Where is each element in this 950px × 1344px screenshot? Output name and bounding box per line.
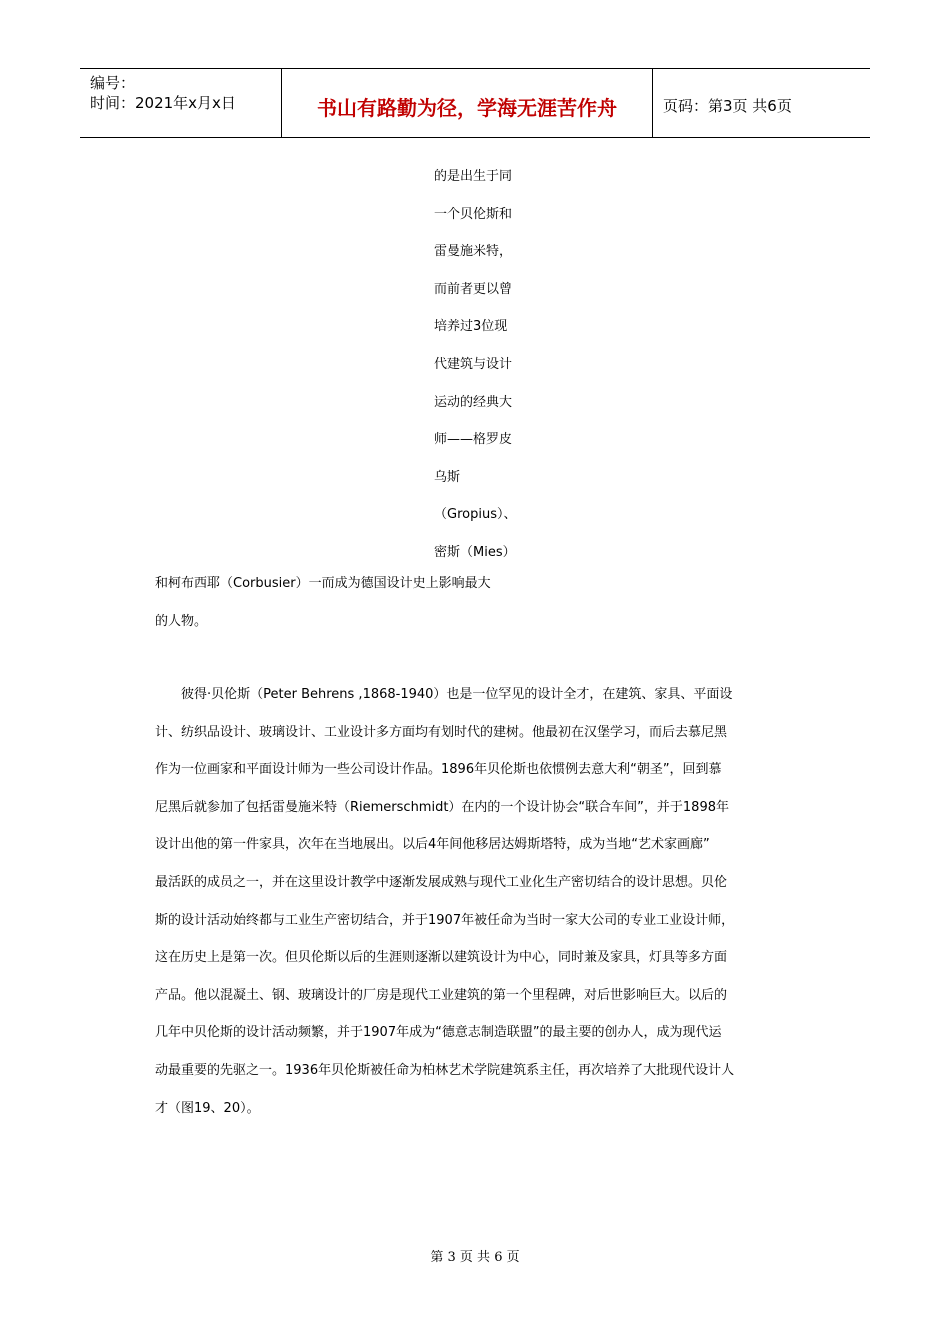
page-footer: 第 3 页 共 6 页 (430, 1250, 520, 1265)
paragraph-line: 斯的设计活动始终都与工业生产密切结合，并于1907年被任命为当时一家大公司的专业工业设计师， (155, 912, 735, 928)
paragraph-line: 最活跃的成员之一，并在这里设计教学中逐渐发展成熟与现代工业化生产密切结合的设计思想。贝伦 (155, 874, 728, 890)
header-page-number: 页码：第3页 共6页 (663, 96, 792, 115)
document-number-label: 编号： (90, 74, 136, 92)
narrow-text-column (434, 158, 534, 572)
header-motto: 书山有路勤为径，学海无涯苦作舟 (281, 69, 653, 137)
paragraph-line: 尼黑后就参加了包括雷曼施米特（Riemerschmidt）在内的一个设计协会“联合车间”，并于1898年 (155, 799, 729, 815)
paragraph-line: 彼得·贝伦斯（Peter Behrens ,1868-1940）也是一位罕见的设计全才，在建筑、家具、平面设 (181, 687, 733, 702)
text-line: 和柯布西耶（Corbusier）一而成为德国设计史上影响最大 (155, 576, 491, 591)
paragraph-line: 几年中贝伦斯的设计活动频繁，并于1907年成为“德意志制造联盟”的最主要的创办人，成为现代运 (155, 1025, 722, 1041)
document-time-label: 时间：2021年x月x日 (90, 94, 236, 112)
text-line: 而前者更以曾 (434, 281, 513, 297)
page-header (80, 68, 870, 138)
text-line: （Gropius）、 (434, 507, 517, 523)
text-line: 运动的经典大 (434, 394, 513, 410)
paragraph-line: 才（图19、20）。 (155, 1100, 260, 1116)
body-paragraph (155, 676, 795, 1127)
paragraph-line: 作为一位画家和平面设计师为一些公司设计作品。1896年贝伦斯也依惯例去意大利“朝圣”，回到慕 (155, 762, 722, 778)
paragraph-line: 计、纺织品设计、玻璃设计、工业设计多方面均有划时代的建树。他最初在汉堡学习，而后去慕尼黑 (155, 724, 728, 740)
text-line: 雷曼施米特， (434, 244, 513, 260)
paragraph-line: 动最重要的先驱之一。1936年贝伦斯被任命为柏林艺术学院建筑系主任，再次培养了大批现代设计人 (155, 1062, 735, 1078)
text-line: 乌斯 (434, 469, 461, 485)
text-line: 师——格罗皮 (434, 432, 513, 448)
text-line: 一个贝伦斯和 (434, 206, 513, 222)
text-line: 代建筑与设计 (434, 356, 513, 372)
text-line: 的人物。 (155, 614, 208, 629)
text-line: 密斯（Mies） (434, 544, 516, 560)
paragraph-line: 设计出他的第一件家具，次年在当地展出。以后4年间他移居达姆斯塔特，成为当地“艺术家画廊” (155, 837, 710, 853)
header-meta (80, 69, 281, 137)
paragraph-line: 产品。他以混凝土、钢、玻璃设计的厂房是现代工业建筑的第一个里程碑，对后世影响巨大。以后的 (155, 987, 728, 1003)
text-line: 的是出生于同 (434, 169, 513, 184)
text-line: 培养过3位现 (434, 319, 508, 335)
paragraph-line: 这在历史上是第一次。但贝伦斯以后的生涯则逐渐以建筑设计为中心，同时兼及家具，灯具等多方面 (155, 950, 728, 966)
